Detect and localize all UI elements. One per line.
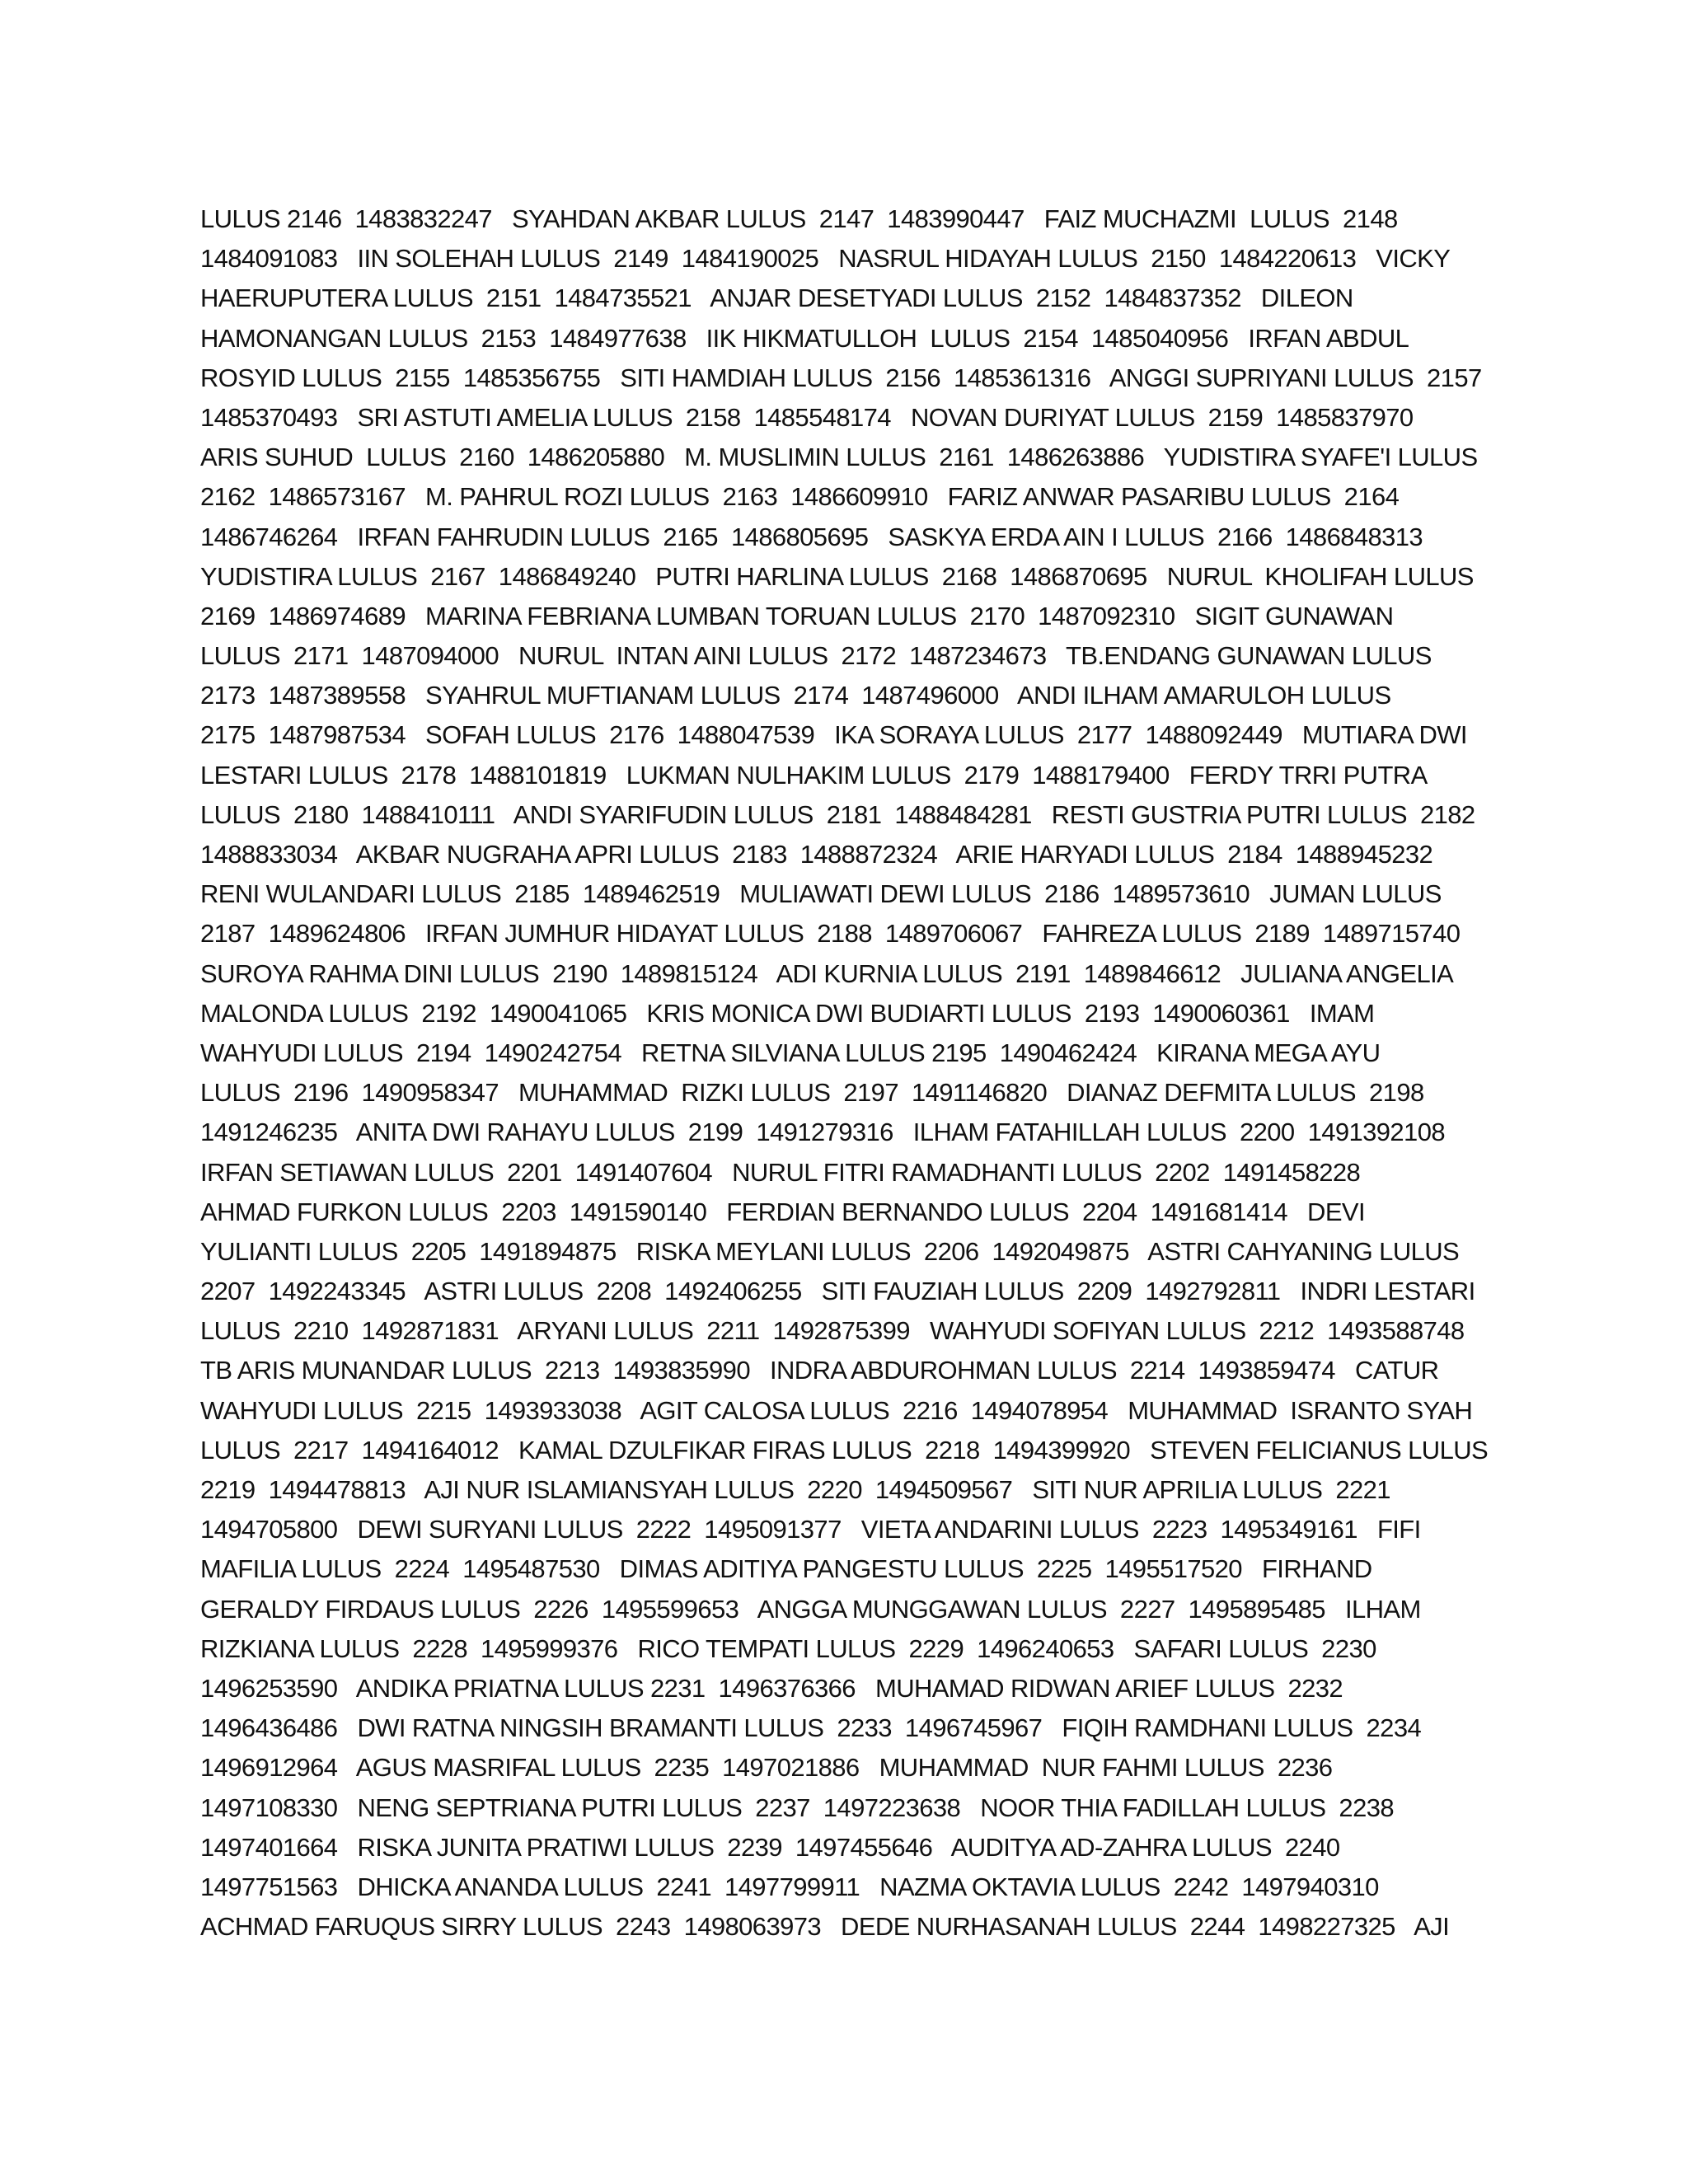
text-line: 1485370493 SRI ASTUTI AMELIA LULUS 2158 1485548174 NOVAN DURIYAT LULUS 2159 1485837970 bbox=[200, 402, 1414, 432]
text-line: 2162 1486573167 M. PAHRUL ROZI LULUS 2163 1486609910 FARIZ ANWAR PASARIBU LULUS 2164 bbox=[200, 482, 1400, 512]
text-line: LULUS 2196 1490958347 MUHAMMAD RIZKI LULUS 2197 1491146820 DIANAZ DEFMITA LULUS 2198 bbox=[200, 1078, 1424, 1108]
text-line: 1497401664 RISKA JUNITA PRATIWI LULUS 2239 1497455646 AUDITYA AD-ZAHRA LULUS 2240 bbox=[200, 1832, 1340, 1862]
text-line: LULUS 2210 1492871831 ARYANI LULUS 2211 1492875399 WAHYUDI SOFIYAN LULUS 2212 1493588748 bbox=[200, 1316, 1465, 1346]
text-line: 1486746264 IRFAN FAHRUDIN LULUS 2165 1486805695 SASKYA ERDA AIN I LULUS 2166 1486848313 bbox=[200, 522, 1423, 551]
text-line: TB ARIS MUNANDAR LULUS 2213 1493835990 INDRA ABDUROHMAN LULUS 2214 1493859474 CATUR bbox=[200, 1356, 1439, 1385]
text-line: LESTARI LULUS 2178 1488101819 LUKMAN NULHAKIM LULUS 2179 1488179400 FERDY TRRI PUTRA bbox=[200, 760, 1428, 790]
text-line: RENI WULANDARI LULUS 2185 1489462519 MULIAWATI DEWI LULUS 2186 1489573610 JUMAN LULUS bbox=[200, 879, 1442, 909]
document-body-text bbox=[200, 199, 1519, 1947]
text-line: YULIANTI LULUS 2205 1491894875 RISKA MEYLANI LULUS 2206 1492049875 ASTRI CAHYANING LULUS bbox=[200, 1236, 1460, 1266]
text-line: WAHYUDI LULUS 2215 1493933038 AGIT CALOSA LULUS 2216 1494078954 MUHAMMAD ISRANTO SYAH bbox=[200, 1395, 1473, 1425]
text-line: 1496912964 AGUS MASRIFAL LULUS 2235 1497021886 MUHAMMAD NUR FAHMI LULUS 2236 bbox=[200, 1753, 1333, 1783]
text-line: 1484091083 IIN SOLEHAH LULUS 2149 1484190025 NASRUL HIDAYAH LULUS 2150 1484220613 VICKY bbox=[200, 244, 1451, 274]
text-line: 2207 1492243345 ASTRI LULUS 2208 1492406255 SITI FAUZIAH LULUS 2209 1492792811 INDRI LESTARI bbox=[200, 1277, 1475, 1306]
text-line: 1496436486 DWI RATNA NINGSIH BRAMANTI LULUS 2233 1496745967 FIQIH RAMDHANI LULUS 2234 bbox=[200, 1713, 1422, 1743]
text-line: SUROYA RAHMA DINI LULUS 2190 1489815124 ADI KURNIA LULUS 2191 1489846612 JULIANA ANGELIA bbox=[200, 958, 1454, 988]
text-line: GERALDY FIRDAUS LULUS 2226 1495599653 ANGGA MUNGGAWAN LULUS 2227 1495895485 ILHAM bbox=[200, 1594, 1421, 1624]
text-line: LULUS 2180 1488410111 ANDI SYARIFUDIN LULUS 2181 1488484281 RESTI GUSTRIA PUTRI LULUS 2182 bbox=[200, 799, 1475, 829]
text-line: MAFILIA LULUS 2224 1495487530 DIMAS ADITIYA PANGESTU LULUS 2225 1495517520 FIRHAND bbox=[200, 1554, 1372, 1584]
text-line: IRFAN SETIAWAN LULUS 2201 1491407604 NURUL FITRI RAMADHANTI LULUS 2202 1491458228 bbox=[200, 1157, 1361, 1187]
text-line: WAHYUDI LULUS 2194 1490242754 RETNA SILVIANA LULUS 2195 1490462424 KIRANA MEGA AYU bbox=[200, 1038, 1381, 1067]
text-line: MALONDA LULUS 2192 1490041065 KRIS MONICA DWI BUDIARTI LULUS 2193 1490060361 IMAM bbox=[200, 998, 1375, 1028]
text-line: RIZKIANA LULUS 2228 1495999376 RICO TEMPATI LULUS 2229 1496240653 SAFARI LULUS 2230 bbox=[200, 1633, 1376, 1663]
text-line: YUDISTIRA LULUS 2167 1486849240 PUTRI HARLINA LULUS 2168 1486870695 NURUL KHOLIFAH LULUS bbox=[200, 561, 1474, 591]
text-line: HAMONANGAN LULUS 2153 1484977638 IIK HIKMATULLOH LULUS 2154 1485040956 IRFAN ABDUL bbox=[200, 323, 1409, 353]
text-line: LULUS 2171 1487094000 NURUL INTAN AINI LULUS 2172 1487234673 TB.ENDANG GUNAWAN LULUS bbox=[200, 641, 1432, 671]
text-line: ARIS SUHUD LULUS 2160 1486205880 M. MUSLIMIN LULUS 2161 1486263886 YUDISTIRA SYAFE'I LULUS bbox=[200, 443, 1478, 472]
text-line: 2175 1487987534 SOFAH LULUS 2176 1488047539 IKA SORAYA LULUS 2177 1488092449 MUTIARA DWI bbox=[200, 720, 1467, 750]
text-line: ACHMAD FARUQUS SIRRY LULUS 2243 1498063973 DEDE NURHASANAH LULUS 2244 1498227325 AJI bbox=[200, 1912, 1450, 1942]
text-line: 2219 1494478813 AJI NUR ISLAMIANSYAH LULUS 2220 1494509567 SITI NUR APRILIA LULUS 2221 bbox=[200, 1475, 1390, 1504]
text-line: 2187 1489624806 IRFAN JUMHUR HIDAYAT LULUS 2188 1489706067 FAHREZA LULUS 2189 1489715740 bbox=[200, 919, 1461, 949]
text-line: 1497108330 NENG SEPTRIANA PUTRI LULUS 2237 1497223638 NOOR THIA FADILLAH LULUS 2238 bbox=[200, 1793, 1394, 1822]
text-line: ROSYID LULUS 2155 1485356755 SITI HAMDIAH LULUS 2156 1485361316 ANGGI SUPRIYANI LULUS 2157 bbox=[200, 363, 1482, 392]
text-line: HAERUPUTERA LULUS 2151 1484735521 ANJAR DESETYADI LULUS 2152 1484837352 DILEON bbox=[200, 284, 1353, 313]
text-line: 1491246235 ANITA DWI RAHAYU LULUS 2199 1491279316 ILHAM FATAHILLAH LULUS 2200 1491392108 bbox=[200, 1118, 1445, 1147]
text-line: 2173 1487389558 SYAHRUL MUFTIANAM LULUS 2174 1487496000 ANDI ILHAM AMARULOH LULUS bbox=[200, 681, 1391, 710]
text-line: 1497751563 DHICKA ANANDA LULUS 2241 1497799911 NAZMA OKTAVIA LULUS 2242 1497940310 bbox=[200, 1872, 1379, 1901]
text-line: LULUS 2217 1494164012 KAMAL DZULFIKAR FIRAS LULUS 2218 1494399920 STEVEN FELICIANUS LULUS bbox=[200, 1435, 1489, 1465]
text-line: 2169 1486974689 MARINA FEBRIANA LUMBAN TORUAN LULUS 2170 1487092310 SIGIT GUNAWAN bbox=[200, 601, 1394, 630]
text-line: 1494705800 DEWI SURYANI LULUS 2222 1495091377 VIETA ANDARINI LULUS 2223 1495349161 FIFI bbox=[200, 1515, 1421, 1544]
text-line: 1496253590 ANDIKA PRIATNA LULUS 2231 1496376366 MUHAMAD RIDWAN ARIEF LULUS 2232 bbox=[200, 1673, 1343, 1703]
text-line: LULUS 2146 1483832247 SYAHDAN AKBAR LULUS 2147 1483990447 FAIZ MUCHAZMI LULUS 2148 bbox=[200, 204, 1398, 233]
text-line: AHMAD FURKON LULUS 2203 1491590140 FERDIAN BERNANDO LULUS 2204 1491681414 DEVI bbox=[200, 1197, 1365, 1226]
text-line: 1488833034 AKBAR NUGRAHA APRI LULUS 2183 1488872324 ARIE HARYADI LULUS 2184 1488945232 bbox=[200, 840, 1433, 869]
